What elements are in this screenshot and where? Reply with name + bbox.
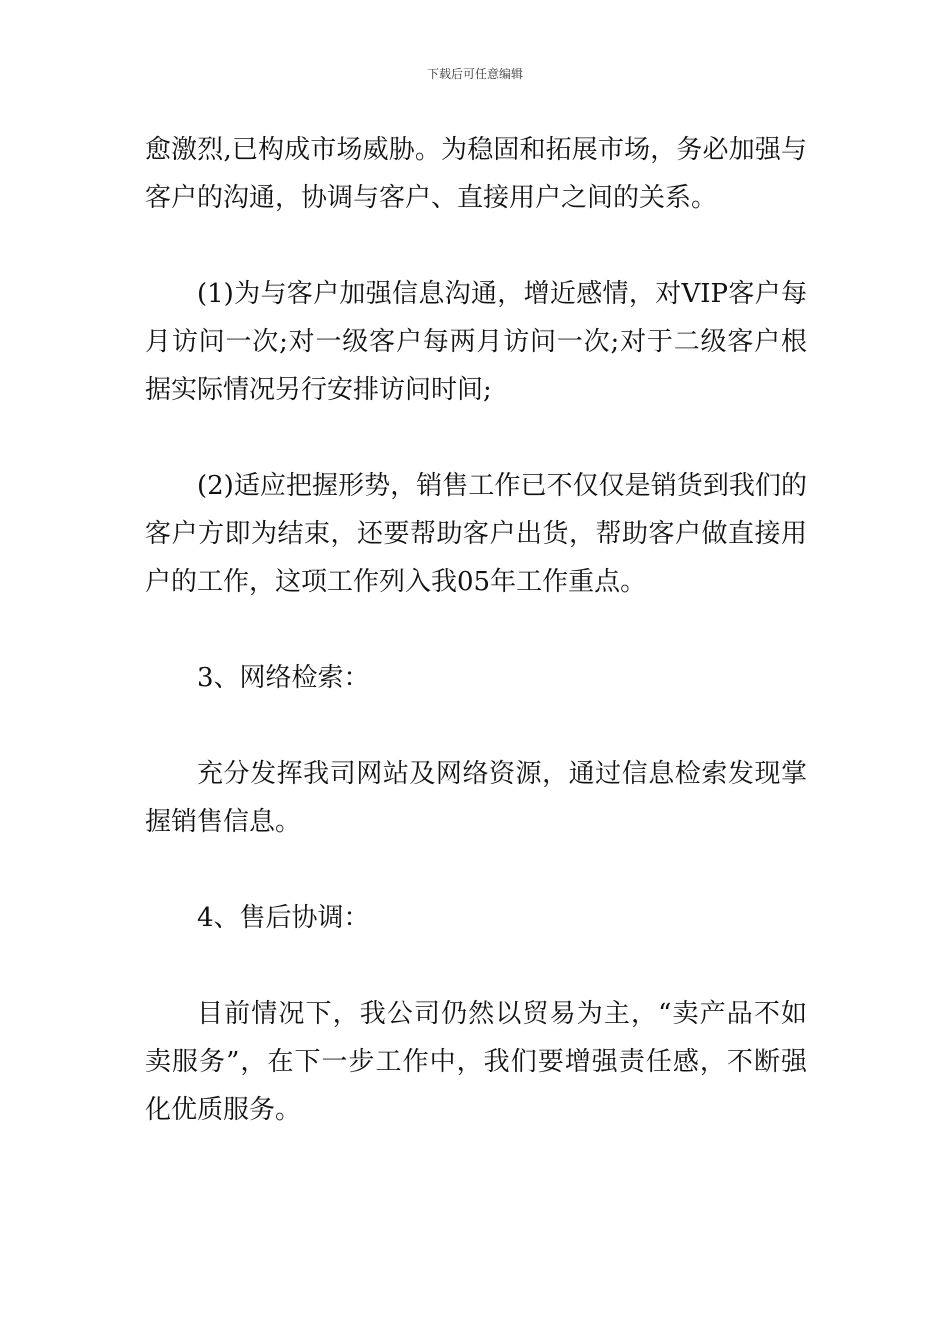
paragraph-network-search: 充分发挥我司网站及网络资源，通过信息检索发现掌握销售信息。 [145, 759, 807, 837]
paragraph-after-sales: 目前情况下，我公司仍然以贸易为主，“卖产品不如卖服务”，在下一步工作中，我们要增强责任感，不断强化优质服务。 [145, 999, 807, 1125]
paragraph-item-2: (2)适应把握形势，销售工作已不仅仅是销货到我们的客户方即为结束，还要帮助客户出货，帮助客户做直接用户的工作，这项工作列入我05年工作重点。 [145, 471, 807, 597]
paragraph-item-1: (1)为与客户加强信息沟通，增近感情，对VIP客户每月访问一次;对一级客户每两月访问一次;对于二级客户根据实际情况另行安排访问时间; [145, 279, 807, 405]
section-heading-network-search: 3、网络检索： [197, 663, 370, 693]
section-heading-after-sales: 4、售后协调： [197, 903, 370, 933]
page-header: 下载后可任意编辑 [426, 67, 523, 81]
document-body [145, 126, 807, 1134]
paragraph-continuation: 愈激烈,已构成市场威胁。为稳固和拓展市场，务必加强与客户的沟通，协调与客户、直接用户之间的关系。 [145, 135, 807, 213]
